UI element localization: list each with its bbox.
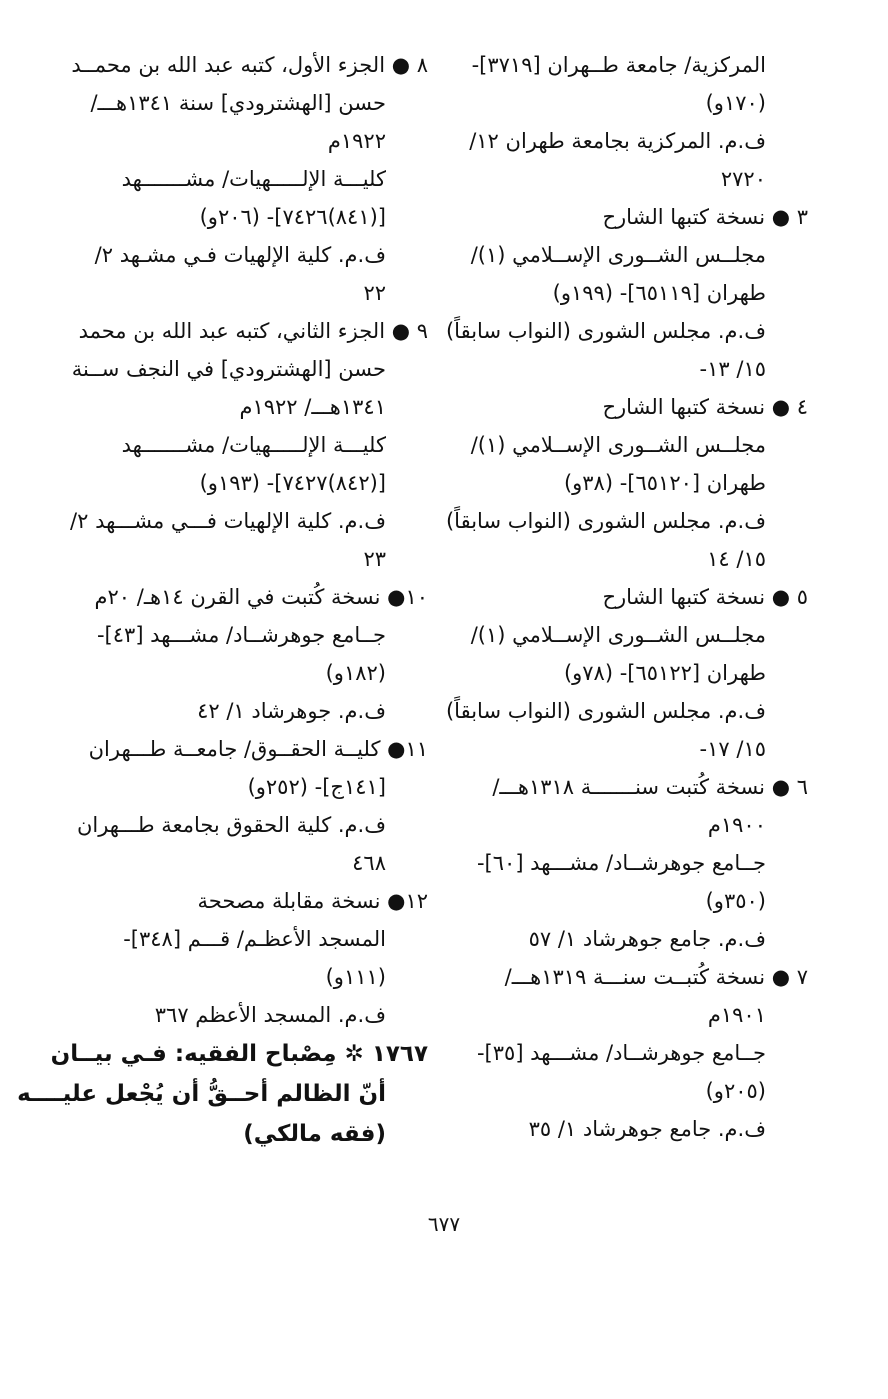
text-line: حسن [الهشترودي] سنة ١٣٤١هـــ/: [90, 91, 386, 115]
left-column-entry: [80, 616, 428, 692]
text-line: كليـــة الإلـــــهيات/ مشـــــــهد: [121, 433, 386, 457]
text-line: ١٩٠٠م: [707, 813, 766, 837]
right-column-entry: [468, 236, 808, 312]
left-column-entry: [80, 730, 428, 806]
text-line: ١٣٤١هـــ/ ١٩٢٢م: [239, 395, 386, 419]
text-line: ف.م. المسجد الأعظم ٣٦٧: [154, 1003, 386, 1027]
text-line: المركزية/ جامعة طــهران [٣٧١٩]-: [471, 53, 766, 77]
right-column-entry: [445, 692, 808, 768]
text-line: ف.م. كلية الإلهيات فـي مشـهد ٢/: [94, 243, 386, 267]
text-line: ٢٢: [363, 281, 386, 305]
text-line: (١٨٢و): [325, 661, 386, 685]
left-column-entry: [70, 502, 428, 578]
text-line: ١٠● نسخة كُتبت في القرن ١٤هـ/ ٢٠م: [94, 585, 428, 609]
text-line: جــامع جوهرشــاد/ مشـــهد [٦٠]-: [476, 851, 766, 875]
left-column-entry: [80, 996, 428, 1034]
text-line: [(٨٤٢)٧٤٢٧]- (١٩٣و): [199, 471, 386, 495]
text-line: ١١● كليــة الحقــوق/ جامعــة طـــهران: [88, 737, 428, 761]
text-line: ٧ ● نسخة كُتبــت سنـــة ١٣١٩هـــ/: [504, 965, 808, 989]
text-line: ١٥/ ١٣-: [699, 357, 766, 381]
text-line: ف.م. كلية الإلهيات فـــي مشـــهد ٢/: [70, 509, 386, 533]
text-line: ٤ ● نسخة كتبها الشارح: [602, 395, 808, 419]
text-line: ٩ ● الجزء الثاني، كتبه عبد الله بن محمد: [78, 319, 428, 343]
text-line: ٢٣: [363, 547, 386, 571]
text-line: أنّ الظالم أحــقُّ أن يُجْعل عليــــه: [17, 1081, 386, 1107]
text-line: ٥ ● نسخة كتبها الشارح: [602, 585, 808, 609]
right-column-entry: [468, 46, 808, 122]
right-column-entry: [445, 502, 808, 578]
text-line: ١٢● نسخة مقابلة مصححة: [197, 889, 428, 913]
text-line: ١٥/ ١٤: [707, 547, 766, 571]
text-line: ٨ ● الجزء الأول، كتبه عبد الله بن محمــد: [71, 53, 428, 77]
text-line: ٢٧٢٠: [720, 167, 766, 191]
text-line: (٢٠٥و): [705, 1079, 766, 1103]
text-line: ف.م. مجلس الشورى (النواب سابقاً): [445, 319, 766, 343]
text-line: ١٩٢٢م: [327, 129, 386, 153]
text-line: (١٧٠و): [705, 91, 766, 115]
text-line: ف.م. كلية الحقوق بجامعة طـــهران: [76, 813, 386, 837]
text-line: ف.م. المركزية بجامعة طهران ١٢/: [469, 129, 766, 153]
left-column-entry: [17, 1034, 428, 1154]
right-column-entry: [468, 616, 808, 692]
text-line: ٦ ● نسخة كُتبت سنـــــــة ١٣١٨هـــ/: [492, 775, 808, 799]
text-line: [١٤١ج]- (٢٥٢و): [247, 775, 386, 799]
text-line: (٣٥٠و): [705, 889, 766, 913]
text-line: ٤٦٨: [352, 851, 386, 875]
right-column-entry: [468, 578, 808, 616]
text-line: ١٧٦٧ ✲ مِصْباح الفقيه: فـي بيــان: [50, 1041, 428, 1067]
right-column-entry: [468, 958, 808, 1034]
text-line: ف.م. مجلس الشورى (النواب سابقاً): [445, 699, 766, 723]
text-line: طهران [٦٥١٢٢]- (٧٨و): [563, 661, 766, 685]
text-line: المسجد الأعظـم/ قـــم [٣٤٨]-: [123, 927, 386, 951]
text-line: ٣ ● نسخة كتبها الشارح: [602, 205, 808, 229]
text-line: جــامع جوهرشــاد/ مشـــهد [٤٣]-: [96, 623, 386, 647]
right-column-entry: [468, 1034, 808, 1110]
page-number: ٦٧٧: [427, 1212, 461, 1236]
text-line: [(٨٤١)٧٤٢٦]- (٢٠٦و): [199, 205, 386, 229]
text-line: حسن [الهشترودي] في النجف ســنة: [71, 357, 386, 381]
text-line: (فقه مالكي): [243, 1121, 386, 1147]
right-column-entry: [445, 312, 808, 388]
right-column-entry: [468, 1110, 808, 1148]
text-line: ف.م. جوهرشاد ١/ ٤٢: [197, 699, 386, 723]
text-line: طهران [٦٥١٢٠]- (٣٨و): [563, 471, 766, 495]
text-line: ١٩٠١م: [707, 1003, 766, 1027]
right-column-entry: [468, 426, 808, 502]
left-column-entry: [80, 160, 428, 236]
text-line: مجلــس الشــورى الإســلامي (١)/: [470, 243, 766, 267]
text-line: جــامع جوهرشــاد/ مشـــهد [٣٥]-: [476, 1041, 766, 1065]
left-column-entry: [80, 578, 428, 616]
text-line: مجلــس الشــورى الإســلامي (١)/: [470, 623, 766, 647]
right-column-entry: [468, 844, 808, 920]
text-line: مجلــس الشــورى الإســلامي (١)/: [470, 433, 766, 457]
right-column: [445, 46, 808, 1148]
right-column-entry: [468, 768, 808, 844]
left-column-entry: [80, 920, 428, 996]
text-line: ف.م. جامع جوهرشاد ١/ ٥٧: [528, 927, 766, 951]
right-column-entry: [468, 920, 808, 958]
left-column-entry: [71, 312, 428, 426]
left-column-entry: [80, 692, 428, 730]
left-column-entry: [80, 426, 428, 502]
left-column-entry: [71, 46, 428, 160]
right-column-entry: [468, 122, 808, 198]
text-line: كليـــة الإلـــــهيات/ مشـــــــهد: [121, 167, 386, 191]
right-column-entry: [468, 388, 808, 426]
text-line: ١٥/ ١٧-: [699, 737, 766, 761]
text-line: ف.م. جامع جوهرشاد ١/ ٣٥: [528, 1117, 766, 1141]
text-line: ف.م. مجلس الشورى (النواب سابقاً): [445, 509, 766, 533]
text-line: طهران [٦٥١١٩]- (١٩٩و): [552, 281, 766, 305]
right-column-entry: [468, 198, 808, 236]
left-column-entry: [80, 236, 428, 312]
left-column-entry: [80, 882, 428, 920]
left-column-entry: [76, 806, 428, 882]
text-line: (١١١و): [325, 965, 386, 989]
left-column: [17, 46, 428, 1154]
